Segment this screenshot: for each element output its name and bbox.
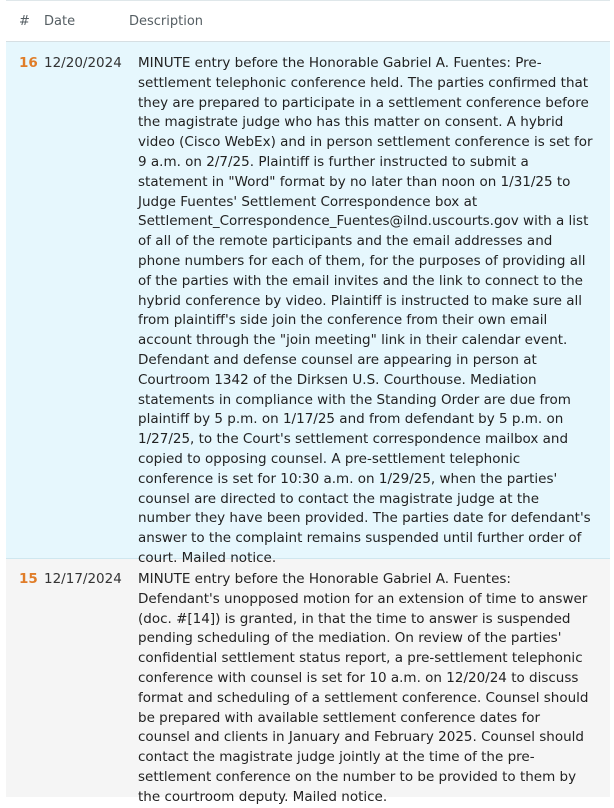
docket-entry-row [6, 42, 610, 566]
entry-description: MINUTE entry before the Honorable Gabriel A. Fuentes: Defendant's unopposed motion for an extension of time to answer (doc. #[14]) is granted, in that the time to answer is suspended pending scheduling of the mediation. On review of the parties' confidential settlement status report, a pre-settlement telephonic conference with counsel is set for 10 a.m. on 12/20/24 to discuss format and scheduling of a settlement conference. Counsel should be prepared with available settlement conference dates for counsel and clients in January and February 2025. Counsel should contact the magistrate judge jointly at the time of the pre-settlement conference on the number to be provided to them by the courtroom deputy. Mailed notice. [138, 571, 589, 805]
entry-date: 12/17/2024 [44, 571, 122, 587]
entry-description: MINUTE entry before the Honorable Gabriel A. Fuentes: Pre-settlement telephonic conference held. The parties confirmed that they are prepared to participate in a settlement conference before the magistrate judge who has this matter on consent. A hybrid video (Cisco WebEx) and in person settlement conference is set for 9 a.m. on 2/7/25. Plaintiff is further instructed to submit a statement in "Word" format by no later than noon on 1/31/25 to Judge Fuentes' Settlement Correspondence box at Settlement_Correspondence_Fuentes@ilnd.uscourts.gov with a list of all of the remote participants and the email addresses and phone numbers for each of them, for the purposes of providing all of the parties with the email invites and the link to connect to the hybrid conference by video. Plaintiff is instructed to make sure all from plaintiff's side join the conference from their own email account through the "join meeting" link in their calendar event. Defendant and defense counsel are appearing in person at Courtroom 1342 of the Dirksen U.S. Courthouse. Mediation statements in compliance with the Standing Order are due from plaintiff by 5 p.m. on 1/17/25 and from defendant by 5 p.m. on 1/27/25, to the Court's settlement correspondence mailbox and copied to opposing counsel. A pre-settlement telephonic conference is set for 10:30 a.m. on 1/29/25, when the parties' counsel are directed to contact the magistrate judge at the number they have been provided. The parties date for defendant's answer to the complaint remains suspended until further order of court. Mailed notice. [138, 55, 593, 566]
column-header-number[interactable]: # [19, 13, 30, 29]
column-header-description[interactable]: Description [129, 13, 204, 29]
docket-table [6, 0, 610, 805]
docket-header-row [6, 1, 610, 42]
entry-date: 12/20/2024 [44, 55, 122, 71]
column-header-date[interactable]: Date [44, 13, 76, 29]
docket-entry-row [6, 559, 610, 805]
entry-number: 15 [19, 571, 38, 587]
entry-number: 16 [19, 55, 38, 71]
